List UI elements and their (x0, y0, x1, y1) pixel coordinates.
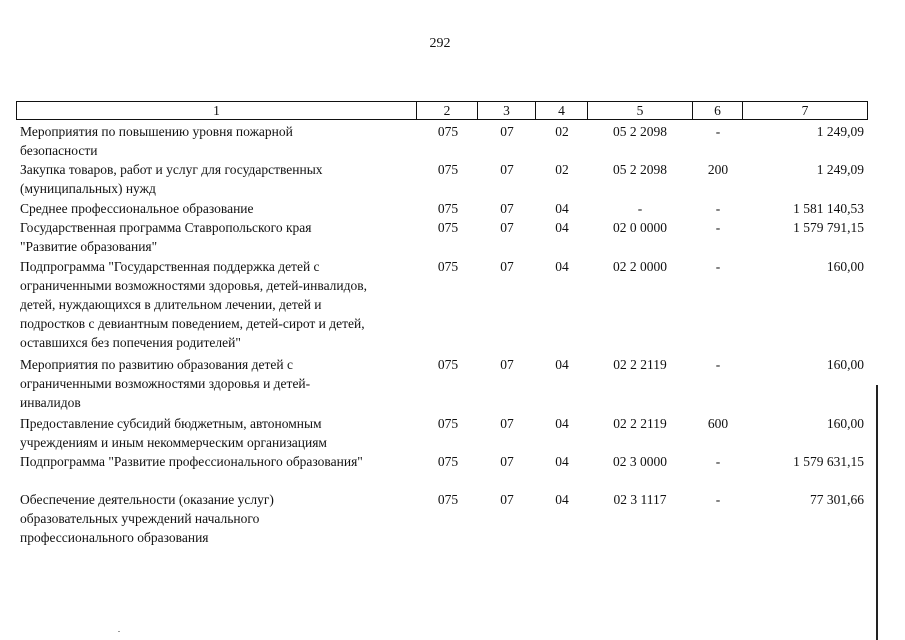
row-col-6: - (715, 357, 721, 372)
row-amount: 1 581 140,53 (793, 201, 864, 216)
row-col-6: - (715, 259, 721, 274)
page-number: 292 (429, 36, 451, 51)
row-col-2: 075 (437, 259, 459, 274)
row-col-5: 05 2 2098 (613, 162, 667, 177)
row-amount: 1 249,09 (816, 124, 864, 139)
row-name: Обеспечение деятельности (оказание услуг) образовательных учреждений начального профессионального образования (20, 492, 274, 545)
row-col-2: 075 (437, 357, 459, 372)
row-col-4: 04 (555, 416, 569, 431)
row-col-6: 600 (707, 416, 729, 431)
row-col-4: 04 (555, 201, 569, 216)
row-col-2: 075 (437, 416, 459, 431)
row-col-2: 075 (437, 201, 459, 216)
row-col-2: 075 (437, 162, 459, 177)
row-col-5: 02 2 2119 (613, 416, 667, 431)
row-col-3: 07 (500, 492, 514, 507)
row-col-5: - (637, 201, 643, 216)
row-amount: 1 579 791,15 (793, 220, 864, 235)
scan-speck (118, 631, 120, 632)
row-col-5: 05 2 2098 (613, 124, 667, 139)
row-col-6: - (715, 220, 721, 235)
row-col-5: 02 0 0000 (613, 220, 667, 235)
row-col-2: 075 (437, 454, 459, 469)
header-col-7: 7 (743, 102, 868, 120)
row-col-3: 07 (500, 259, 514, 274)
row-col-5: 02 3 1117 (613, 492, 667, 507)
row-col-3: 07 (500, 357, 514, 372)
row-col-3: 07 (500, 220, 514, 235)
page-edge-line (876, 385, 878, 640)
header-col-2: 2 (417, 102, 478, 120)
row-col-4: 04 (555, 259, 569, 274)
row-col-4: 02 (555, 162, 569, 177)
row-col-4: 04 (555, 492, 569, 507)
row-amount: 1 249,09 (816, 162, 864, 177)
row-col-2: 075 (437, 124, 459, 139)
row-col-6: - (715, 454, 721, 469)
row-col-6: - (715, 201, 721, 216)
row-col-5: 02 2 0000 (613, 259, 667, 274)
row-name: Мероприятия по развитию образования детей с ограниченными возможностями здоровья и детей- инвалидов (20, 357, 311, 410)
row-col-3: 07 (500, 124, 514, 139)
row-col-3: 07 (500, 162, 514, 177)
row-col-4: 04 (555, 220, 569, 235)
header-col-6: 6 (693, 102, 743, 120)
row-name: Подпрограмма "Государственная поддержка детей с ограниченными возможностями здоровья, детей-инвалидов, детей, нуждающихся в длительном лечении, детей и подростков с девиантным поведением, детей-сирот и детей, оставшихся без попечения родителей" (20, 259, 368, 350)
row-col-4: 02 (555, 124, 569, 139)
header-col-3: 3 (478, 102, 536, 120)
row-col-2: 075 (437, 492, 459, 507)
row-amount: 77 301,66 (810, 492, 864, 507)
row-name: Предоставление субсидий бюджетным, автономным учреждениям и иным некоммерческим организациям (20, 416, 327, 450)
row-col-6: 200 (707, 162, 729, 177)
row-col-3: 07 (500, 454, 514, 469)
row-amount: 160,00 (826, 416, 864, 431)
header-col-1: 1 (17, 102, 417, 120)
row-col-6: - (715, 124, 721, 139)
row-col-2: 075 (437, 220, 459, 235)
row-amount: 160,00 (826, 259, 864, 274)
row-col-6: - (715, 492, 721, 507)
row-col-4: 04 (555, 454, 569, 469)
row-col-3: 07 (500, 201, 514, 216)
header-col-4: 4 (536, 102, 588, 120)
row-col-5: 02 2 2119 (613, 357, 667, 372)
row-name: Государственная программа Ставропольского края "Развитие образования" (20, 220, 312, 254)
row-amount: 1 579 631,15 (793, 454, 864, 469)
row-name: Закупка товаров, работ и услуг для государственных (муниципальных) нужд (20, 162, 323, 196)
row-col-3: 07 (500, 416, 514, 431)
row-col-4: 04 (555, 357, 569, 372)
row-name: Среднее профессиональное образование (20, 201, 254, 216)
row-col-5: 02 3 0000 (613, 454, 667, 469)
row-name: Подпрограмма "Развитие профессионального образования" (20, 454, 363, 469)
row-name: Мероприятия по повышению уровня пожарной безопасности (20, 124, 293, 158)
header-col-5: 5 (588, 102, 693, 120)
row-amount: 160,00 (826, 357, 864, 372)
